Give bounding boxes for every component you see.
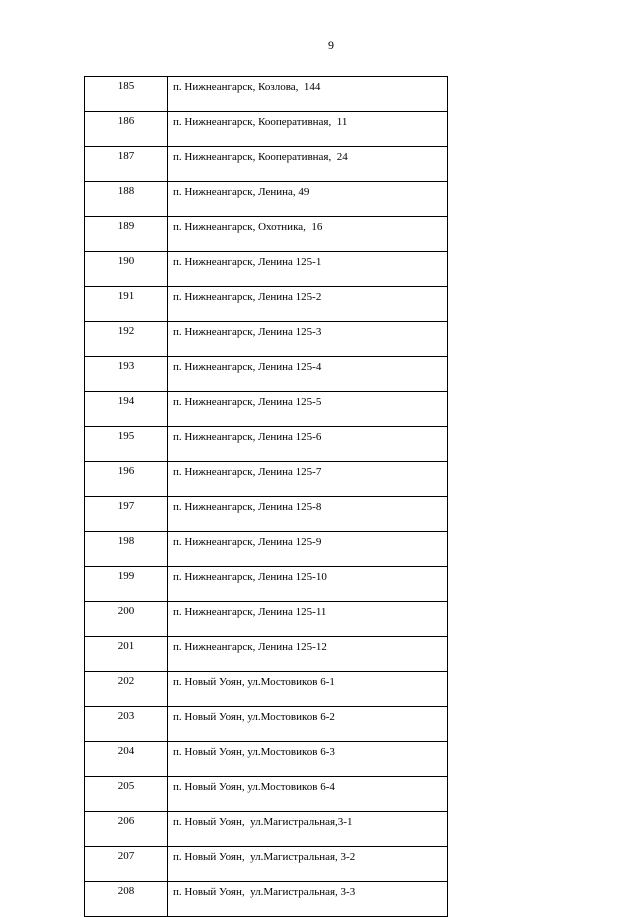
table-row <box>85 462 448 497</box>
table-row <box>85 882 448 917</box>
row-number: 198 <box>85 532 168 567</box>
row-address: п. Нижнеангарск, Ленина 125-11 <box>168 602 448 637</box>
row-number: 196 <box>85 462 168 497</box>
row-number: 208 <box>85 882 168 917</box>
row-address: п. Нижнеангарск, Ленина 125-9 <box>168 532 448 567</box>
row-address: п. Нижнеангарск, Ленина 125-7 <box>168 462 448 497</box>
row-number: 199 <box>85 567 168 602</box>
row-address: п. Новый Уоян, ул.Магистральная, 3-3 <box>168 882 448 917</box>
row-address: п. Нижнеангарск, Ленина 125-2 <box>168 287 448 322</box>
table-row <box>85 497 448 532</box>
table-row <box>85 77 448 112</box>
table-row <box>85 392 448 427</box>
row-number: 205 <box>85 777 168 812</box>
table-row <box>85 357 448 392</box>
row-address: п. Нижнеангарск, Ленина 125-3 <box>168 322 448 357</box>
table-row <box>85 252 448 287</box>
row-address: п. Нижнеангарск, Ленина 125-6 <box>168 427 448 462</box>
row-address: п. Новый Уоян, ул.Мостовиков 6-3 <box>168 742 448 777</box>
table-row <box>85 567 448 602</box>
page-number: 9 <box>328 38 334 52</box>
table-row <box>85 602 448 637</box>
table-row <box>85 847 448 882</box>
address-table <box>84 76 448 917</box>
row-address: п. Новый Уоян, ул.Магистральная,3-1 <box>168 812 448 847</box>
row-address: п. Нижнеангарск, Ленина, 49 <box>168 182 448 217</box>
table-row <box>85 637 448 672</box>
table-row <box>85 217 448 252</box>
table-row <box>85 427 448 462</box>
row-number: 207 <box>85 847 168 882</box>
row-address: п. Новый Уоян, ул.Магистральная, 3-2 <box>168 847 448 882</box>
row-address: п. Новый Уоян, ул.Мостовиков 6-2 <box>168 707 448 742</box>
row-number: 192 <box>85 322 168 357</box>
row-address: п. Нижнеангарск, Кооперативная, 11 <box>168 112 448 147</box>
table-row <box>85 672 448 707</box>
row-number: 187 <box>85 147 168 182</box>
address-table-body <box>85 77 448 917</box>
row-number: 200 <box>85 602 168 637</box>
table-row <box>85 812 448 847</box>
table-row <box>85 147 448 182</box>
table-row <box>85 287 448 322</box>
row-number: 189 <box>85 217 168 252</box>
table-row <box>85 112 448 147</box>
table-row <box>85 777 448 812</box>
table-row <box>85 322 448 357</box>
table-row <box>85 182 448 217</box>
row-number: 206 <box>85 812 168 847</box>
table-row <box>85 707 448 742</box>
row-address: п. Нижнеангарск, Кооперативная, 24 <box>168 147 448 182</box>
row-number: 202 <box>85 672 168 707</box>
row-number: 191 <box>85 287 168 322</box>
row-address: п. Новый Уоян, ул.Мостовиков 6-4 <box>168 777 448 812</box>
table-row <box>85 532 448 567</box>
table-row <box>85 742 448 777</box>
row-address: п. Нижнеангарск, Ленина 125-10 <box>168 567 448 602</box>
row-number: 203 <box>85 707 168 742</box>
row-address: п. Нижнеангарск, Ленина 125-4 <box>168 357 448 392</box>
row-number: 193 <box>85 357 168 392</box>
row-number: 201 <box>85 637 168 672</box>
row-address: п. Новый Уоян, ул.Мостовиков 6-1 <box>168 672 448 707</box>
row-number: 185 <box>85 77 168 112</box>
row-number: 204 <box>85 742 168 777</box>
row-number: 195 <box>85 427 168 462</box>
row-number: 194 <box>85 392 168 427</box>
row-address: п. Нижнеангарск, Козлова, 144 <box>168 77 448 112</box>
row-address: п. Нижнеангарск, Ленина 125-8 <box>168 497 448 532</box>
row-address: п. Нижнеангарск, Ленина 125-5 <box>168 392 448 427</box>
row-address: п. Нижнеангарск, Ленина 125-1 <box>168 252 448 287</box>
row-number: 188 <box>85 182 168 217</box>
row-number: 190 <box>85 252 168 287</box>
row-address: п. Нижнеангарск, Охотника, 16 <box>168 217 448 252</box>
row-number: 186 <box>85 112 168 147</box>
row-address: п. Нижнеангарск, Ленина 125-12 <box>168 637 448 672</box>
row-number: 197 <box>85 497 168 532</box>
